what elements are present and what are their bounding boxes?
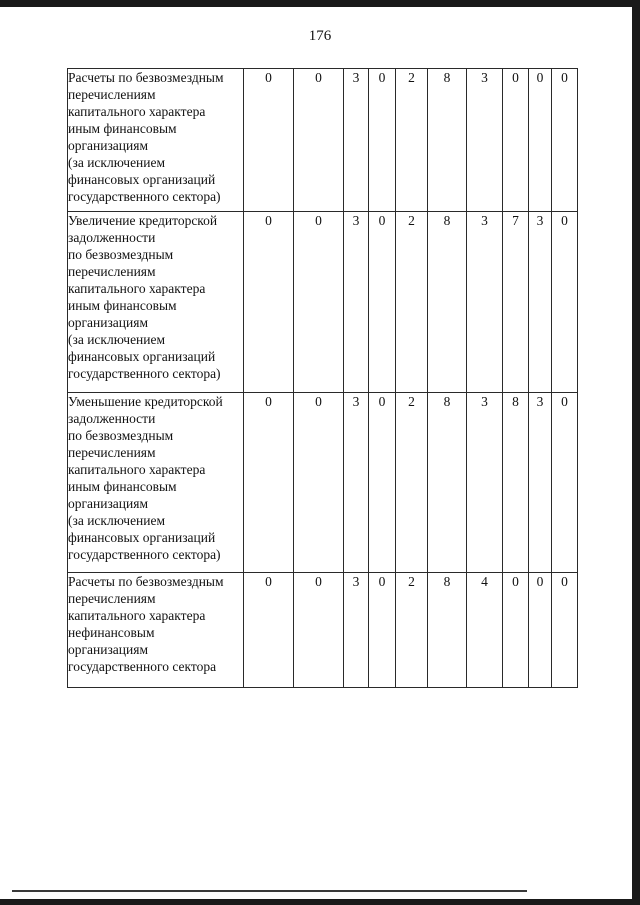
code-digit: 3	[467, 69, 503, 212]
code-digit: 0	[552, 393, 578, 573]
code-digit: 2	[396, 69, 428, 212]
code-digit: 0	[503, 573, 529, 688]
scan-edge-top	[0, 0, 640, 7]
code-digit: 3	[529, 393, 552, 573]
code-digit: 0	[369, 393, 396, 573]
code-digit: 0	[244, 573, 294, 688]
code-digit: 0	[369, 69, 396, 212]
scan-edge-right	[632, 0, 640, 905]
row-label: Расчеты по безвозмездным перечислениям капитального характера нефинансовым организациям государственного сектора	[68, 573, 244, 688]
code-digit: 0	[529, 69, 552, 212]
codes-table	[67, 68, 578, 688]
code-digit: 3	[344, 573, 369, 688]
code-digit: 3	[529, 212, 552, 393]
table-row	[68, 212, 578, 393]
code-digit: 0	[244, 393, 294, 573]
table-row	[68, 69, 578, 212]
scan-rule-bottom	[12, 890, 527, 892]
code-digit: 0	[294, 573, 344, 688]
code-digit: 0	[294, 69, 344, 212]
code-digit: 0	[369, 573, 396, 688]
table-row	[68, 393, 578, 573]
code-digit: 0	[552, 212, 578, 393]
code-digit: 0	[244, 212, 294, 393]
code-digit: 3	[344, 69, 369, 212]
code-digit: 8	[428, 573, 467, 688]
code-digit: 3	[344, 393, 369, 573]
code-digit: 8	[428, 69, 467, 212]
code-digit: 8	[428, 393, 467, 573]
code-digit: 0	[294, 212, 344, 393]
row-label: Уменьшение кредиторской задолженности по безвозмездным перечислениям капитального характера иным финансовым организациям (за исключением финансовых организаций государственного сектора)	[68, 393, 244, 573]
code-digit: 3	[467, 393, 503, 573]
code-digit: 8	[503, 393, 529, 573]
code-digit: 2	[396, 212, 428, 393]
code-digit: 0	[552, 573, 578, 688]
code-digit: 3	[467, 212, 503, 393]
code-digit: 7	[503, 212, 529, 393]
row-label: Расчеты по безвозмездным перечислениям капитального характера иным финансовым организациям (за исключением финансовых организаций государственного сектора)	[68, 69, 244, 212]
table-row	[68, 573, 578, 688]
scan-edge-bottom	[0, 899, 640, 905]
code-digit: 2	[396, 573, 428, 688]
page-number: 176	[308, 28, 332, 44]
code-digit: 0	[503, 69, 529, 212]
code-digit: 3	[344, 212, 369, 393]
code-digit: 4	[467, 573, 503, 688]
code-digit: 0	[244, 69, 294, 212]
code-digit: 0	[369, 212, 396, 393]
code-digit: 0	[529, 573, 552, 688]
code-digit: 8	[428, 212, 467, 393]
row-label: Увеличение кредиторской задолженности по безвозмездным перечислениям капитального характера иным финансовым организациям (за исключением финансовых организаций государственного сектора)	[68, 212, 244, 393]
code-digit: 2	[396, 393, 428, 573]
code-digit: 0	[552, 69, 578, 212]
code-digit: 0	[294, 393, 344, 573]
